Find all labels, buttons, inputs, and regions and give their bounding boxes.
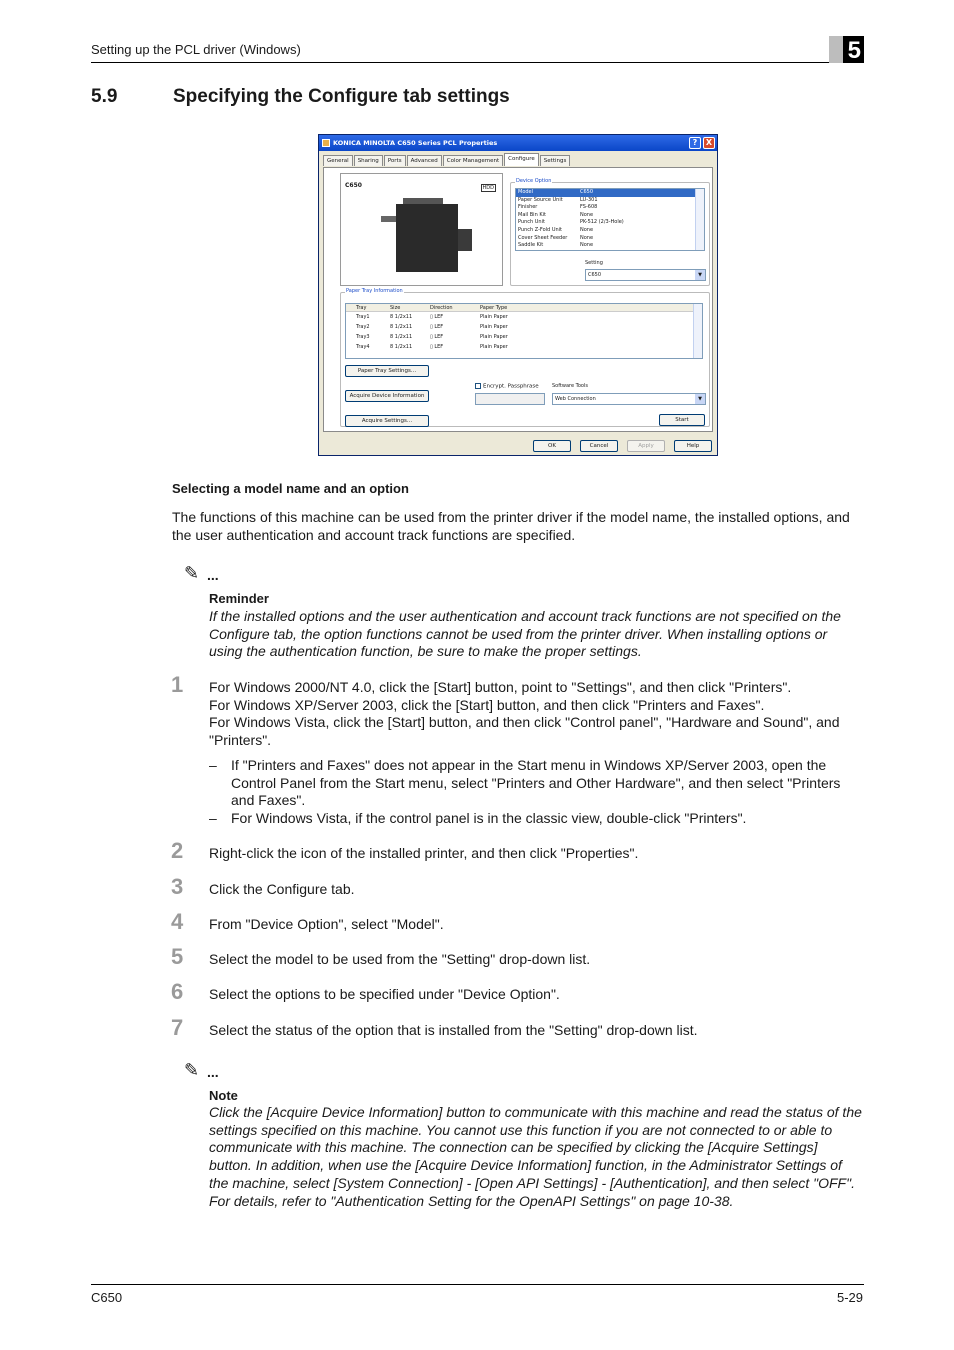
option-value: C650	[580, 189, 594, 195]
device-option-row[interactable]	[516, 204, 704, 212]
dialog-title: KONICA MINOLTA C650 Series PCL Properties	[333, 139, 498, 147]
step-number-5: 5	[171, 944, 184, 969]
tab-configure[interactable]: Configure	[504, 153, 539, 166]
tray-name: Tray4	[356, 344, 370, 350]
paper-tray-group	[340, 288, 710, 427]
pencil-icon: ✎	[184, 1060, 200, 1080]
tab-sharing[interactable]: Sharing	[354, 155, 383, 166]
tray-name: Tray1	[356, 314, 370, 320]
device-option-row[interactable]	[516, 219, 704, 227]
acquire-settings-button[interactable]: Acquire Settings...	[345, 415, 429, 427]
intro-paragraph: The functions of this machine can be used from the printer driver if the model name, the installed options, and the user authentication and account track functions are specified.	[172, 509, 850, 543]
bullet-text: For Windows Vista, if the control panel is in the classic view, double-click "Printers".	[231, 810, 747, 826]
model-label: C650	[345, 182, 362, 189]
device-option-group	[510, 178, 710, 286]
tray-paper-type: Plain Paper	[480, 334, 508, 340]
printer-image-box	[340, 173, 503, 286]
section-title	[91, 86, 510, 108]
step-number-3: 3	[171, 874, 184, 899]
chevron-down-icon: ▼	[695, 270, 705, 280]
checkbox-box[interactable]	[475, 383, 481, 389]
ok-button[interactable]: OK	[533, 440, 571, 452]
tray-row[interactable]	[346, 332, 702, 342]
tray-paper-type: Plain Paper	[480, 344, 508, 350]
device-list-scrollbar[interactable]	[695, 189, 704, 250]
tray-direction-text: LEF	[434, 334, 444, 340]
step-number-4: 4	[171, 909, 184, 934]
note-text: Click the [Acquire Device Information] button to communicate with this machine and read the status of the settings specified on this machine. You cannot use this function if you are not connected to or able to communicate with this machine. The connection can be specified by clicking the [Acquire Settings] button. In addition, when use the [Acquire Device Information] function, in the Administrator Settings of the machine, select [System Connection] - [Open API Settings] - [Authentication], and then select "OFF". For details, refer to "Authentication Setting for the OpenAPI Settings" on page 10-38.	[209, 1104, 862, 1209]
header-rule	[91, 62, 864, 63]
tray-direction	[430, 332, 480, 342]
tray-paper-type: Plain Paper	[480, 314, 508, 320]
step-text-4: From "Device Option", select "Model".	[209, 916, 444, 932]
paper-icon: ▯	[430, 334, 435, 340]
device-option-row[interactable]	[516, 227, 704, 235]
tray-col-type: Paper Type	[480, 305, 508, 311]
tray-direction	[430, 322, 480, 332]
encrypt-passphrase-checkbox[interactable]	[475, 383, 539, 390]
option-value: None	[580, 242, 594, 249]
tab-strip	[323, 155, 571, 167]
tab-general[interactable]: General	[323, 155, 353, 166]
note-title: Note	[209, 1088, 238, 1103]
paper-tray-label: Paper Tray Information	[346, 288, 403, 294]
option-value: None	[580, 211, 594, 218]
option-name: Finisher	[518, 204, 538, 211]
device-option-row[interactable]	[516, 235, 704, 243]
apply-button[interactable]: Apply	[627, 440, 665, 452]
tray-col-tray: Tray	[356, 305, 367, 311]
tray-direction-text: LEF	[434, 324, 444, 330]
section-number: 5.9	[91, 86, 118, 107]
pencil-icon: ✎	[184, 563, 200, 583]
paper-icon: ▯	[430, 324, 435, 330]
option-name: Mail Bin Kit	[518, 211, 546, 218]
step-number-7: 7	[171, 1015, 184, 1040]
footer-page: 5-29	[836, 1290, 863, 1305]
step-number-1: 1	[171, 672, 184, 697]
printer-image-finisher	[458, 229, 472, 251]
reminder-text: If the installed options and the user authentication and account track functions are not specified on the Configure tab, the option functions cannot be used from the printer driver. When installing options or using the authentication function, be sure to make the proper settings.	[209, 608, 841, 660]
option-name: Paper Source Unit	[518, 196, 563, 203]
tray-header	[346, 304, 702, 312]
tray-row[interactable]	[346, 322, 702, 332]
acquire-device-info-button[interactable]: Acquire Device Information	[345, 390, 429, 402]
help-button[interactable]: Help	[674, 440, 712, 452]
step-text-1: For Windows 2000/NT 4.0, click the [Start] button, point to "Settings", and then click "Printers". For Windows XP/Server 2003, click the [Start] button, and then click "Printers and Faxes". For Windows Vista, click the [Start] button, and then click "Control panel", "Hardware and Sound", and "Printers".	[209, 679, 840, 749]
paper-tray-list[interactable]	[345, 303, 703, 359]
tray-size: 8 1/2x11	[390, 344, 413, 350]
tray-size: 8 1/2x11	[390, 324, 413, 330]
tab-color-management[interactable]: Color Management	[443, 155, 503, 166]
running-header: Setting up the PCL driver (Windows)	[91, 42, 301, 57]
tray-row[interactable]	[346, 342, 702, 352]
step-text-2: Right-click the icon of the installed printer, and then click "Properties".	[209, 845, 639, 861]
tray-col-direction: Direction	[430, 305, 453, 311]
paper-icon: ▯	[430, 344, 435, 350]
subheading: Selecting a model name and an option	[172, 481, 409, 496]
tray-name: Tray2	[356, 324, 370, 330]
option-name: Punch Unit	[518, 219, 545, 226]
software-tools-label: Software Tools	[552, 383, 588, 389]
option-name: Punch Z-Fold Unit	[518, 226, 563, 233]
device-option-row[interactable]	[516, 212, 704, 220]
tray-paper-type: Plain Paper	[480, 324, 508, 330]
properties-dialog	[318, 134, 718, 456]
device-option-row[interactable]	[516, 189, 704, 197]
option-value: None	[580, 234, 594, 241]
option-value: LU-301	[580, 196, 598, 203]
device-option-row[interactable]	[516, 197, 704, 205]
bullet-dash: –	[209, 757, 217, 773]
printer-image	[396, 204, 458, 272]
start-button[interactable]: Start	[659, 414, 705, 426]
step-text-3: Click the Configure tab.	[209, 881, 355, 897]
step-number-6: 6	[171, 979, 184, 1004]
tray-size: 8 1/2x11	[390, 334, 413, 340]
option-value: FS-608	[580, 204, 598, 211]
tray-size: 8 1/2x11	[390, 314, 413, 320]
option-name: Model	[518, 189, 534, 195]
configure-panel	[323, 167, 713, 432]
bullet-dash: –	[209, 810, 217, 826]
section-title-text: Specifying the Configure tab settings	[173, 86, 510, 107]
option-value: PK-512 (2/3-Hole)	[580, 219, 624, 226]
help-title-button[interactable]: ?	[689, 137, 701, 149]
setting-label: Setting	[585, 260, 603, 266]
reminder-dots: ...	[207, 567, 219, 583]
chapter-number: 5	[829, 36, 864, 63]
chevron-down-icon: ▼	[695, 394, 705, 404]
tray-row[interactable]	[346, 312, 702, 322]
tray-list-scrollbar[interactable]	[693, 304, 702, 358]
device-option-list[interactable]	[515, 188, 705, 251]
software-tools-value: Web Connection	[555, 396, 596, 402]
footer-model: C650	[91, 1290, 123, 1305]
step-text-6: Select the options to be specified under "Device Option".	[209, 986, 560, 1002]
tray-direction	[430, 342, 480, 352]
bullet-text: If "Printers and Faxes" does not appear in the Start menu in Windows XP/Server 2003, open the Control Panel from the Start menu, select "Printers and Other Hardware", and then select "Printers and Faxes".	[231, 757, 841, 809]
hdd-icon: HDD	[482, 185, 494, 191]
device-option-row[interactable]	[516, 242, 704, 250]
close-button[interactable]: X	[703, 137, 715, 149]
option-name: Cover Sheet Feeder	[518, 234, 568, 241]
step-number-2: 2	[171, 838, 184, 863]
encrypt-label: Encrypt. Passphrase	[483, 383, 539, 390]
tab-ports[interactable]: Ports	[384, 155, 406, 166]
dialog-titlebar	[319, 135, 717, 151]
printer-app-icon	[322, 139, 330, 147]
passphrase-field[interactable]	[475, 393, 545, 405]
tab-settings[interactable]: Settings	[540, 155, 571, 166]
option-value: None	[580, 226, 594, 233]
tray-direction-text: LEF	[434, 314, 444, 320]
setting-value: C650	[588, 272, 602, 278]
cancel-button[interactable]: Cancel	[580, 440, 618, 452]
paper-tray-settings-button[interactable]: Paper Tray Settings...	[345, 365, 429, 377]
chapter-tab-accent	[829, 36, 843, 63]
device-option-label: Device Option	[516, 178, 552, 184]
bullet-1	[209, 757, 864, 810]
setting-dropdown[interactable]	[585, 269, 706, 281]
note-dots: ...	[207, 1064, 219, 1080]
tab-advanced[interactable]: Advanced	[407, 155, 442, 166]
tray-col-size: Size	[390, 305, 401, 311]
footer-rule	[91, 1284, 864, 1285]
reminder-title: Reminder	[209, 591, 269, 606]
tray-direction	[430, 312, 480, 322]
bullet-2	[209, 810, 864, 828]
software-tools-dropdown[interactable]	[552, 393, 706, 405]
tray-direction-text: LEF	[434, 344, 444, 350]
step-text-5: Select the model to be used from the "Setting" drop-down list.	[209, 951, 591, 967]
step-text-7: Select the status of the option that is installed from the "Setting" drop-down list.	[209, 1022, 698, 1038]
tray-name: Tray3	[356, 334, 370, 340]
option-name: Saddle Kit	[518, 242, 544, 249]
paper-icon: ▯	[430, 314, 435, 320]
